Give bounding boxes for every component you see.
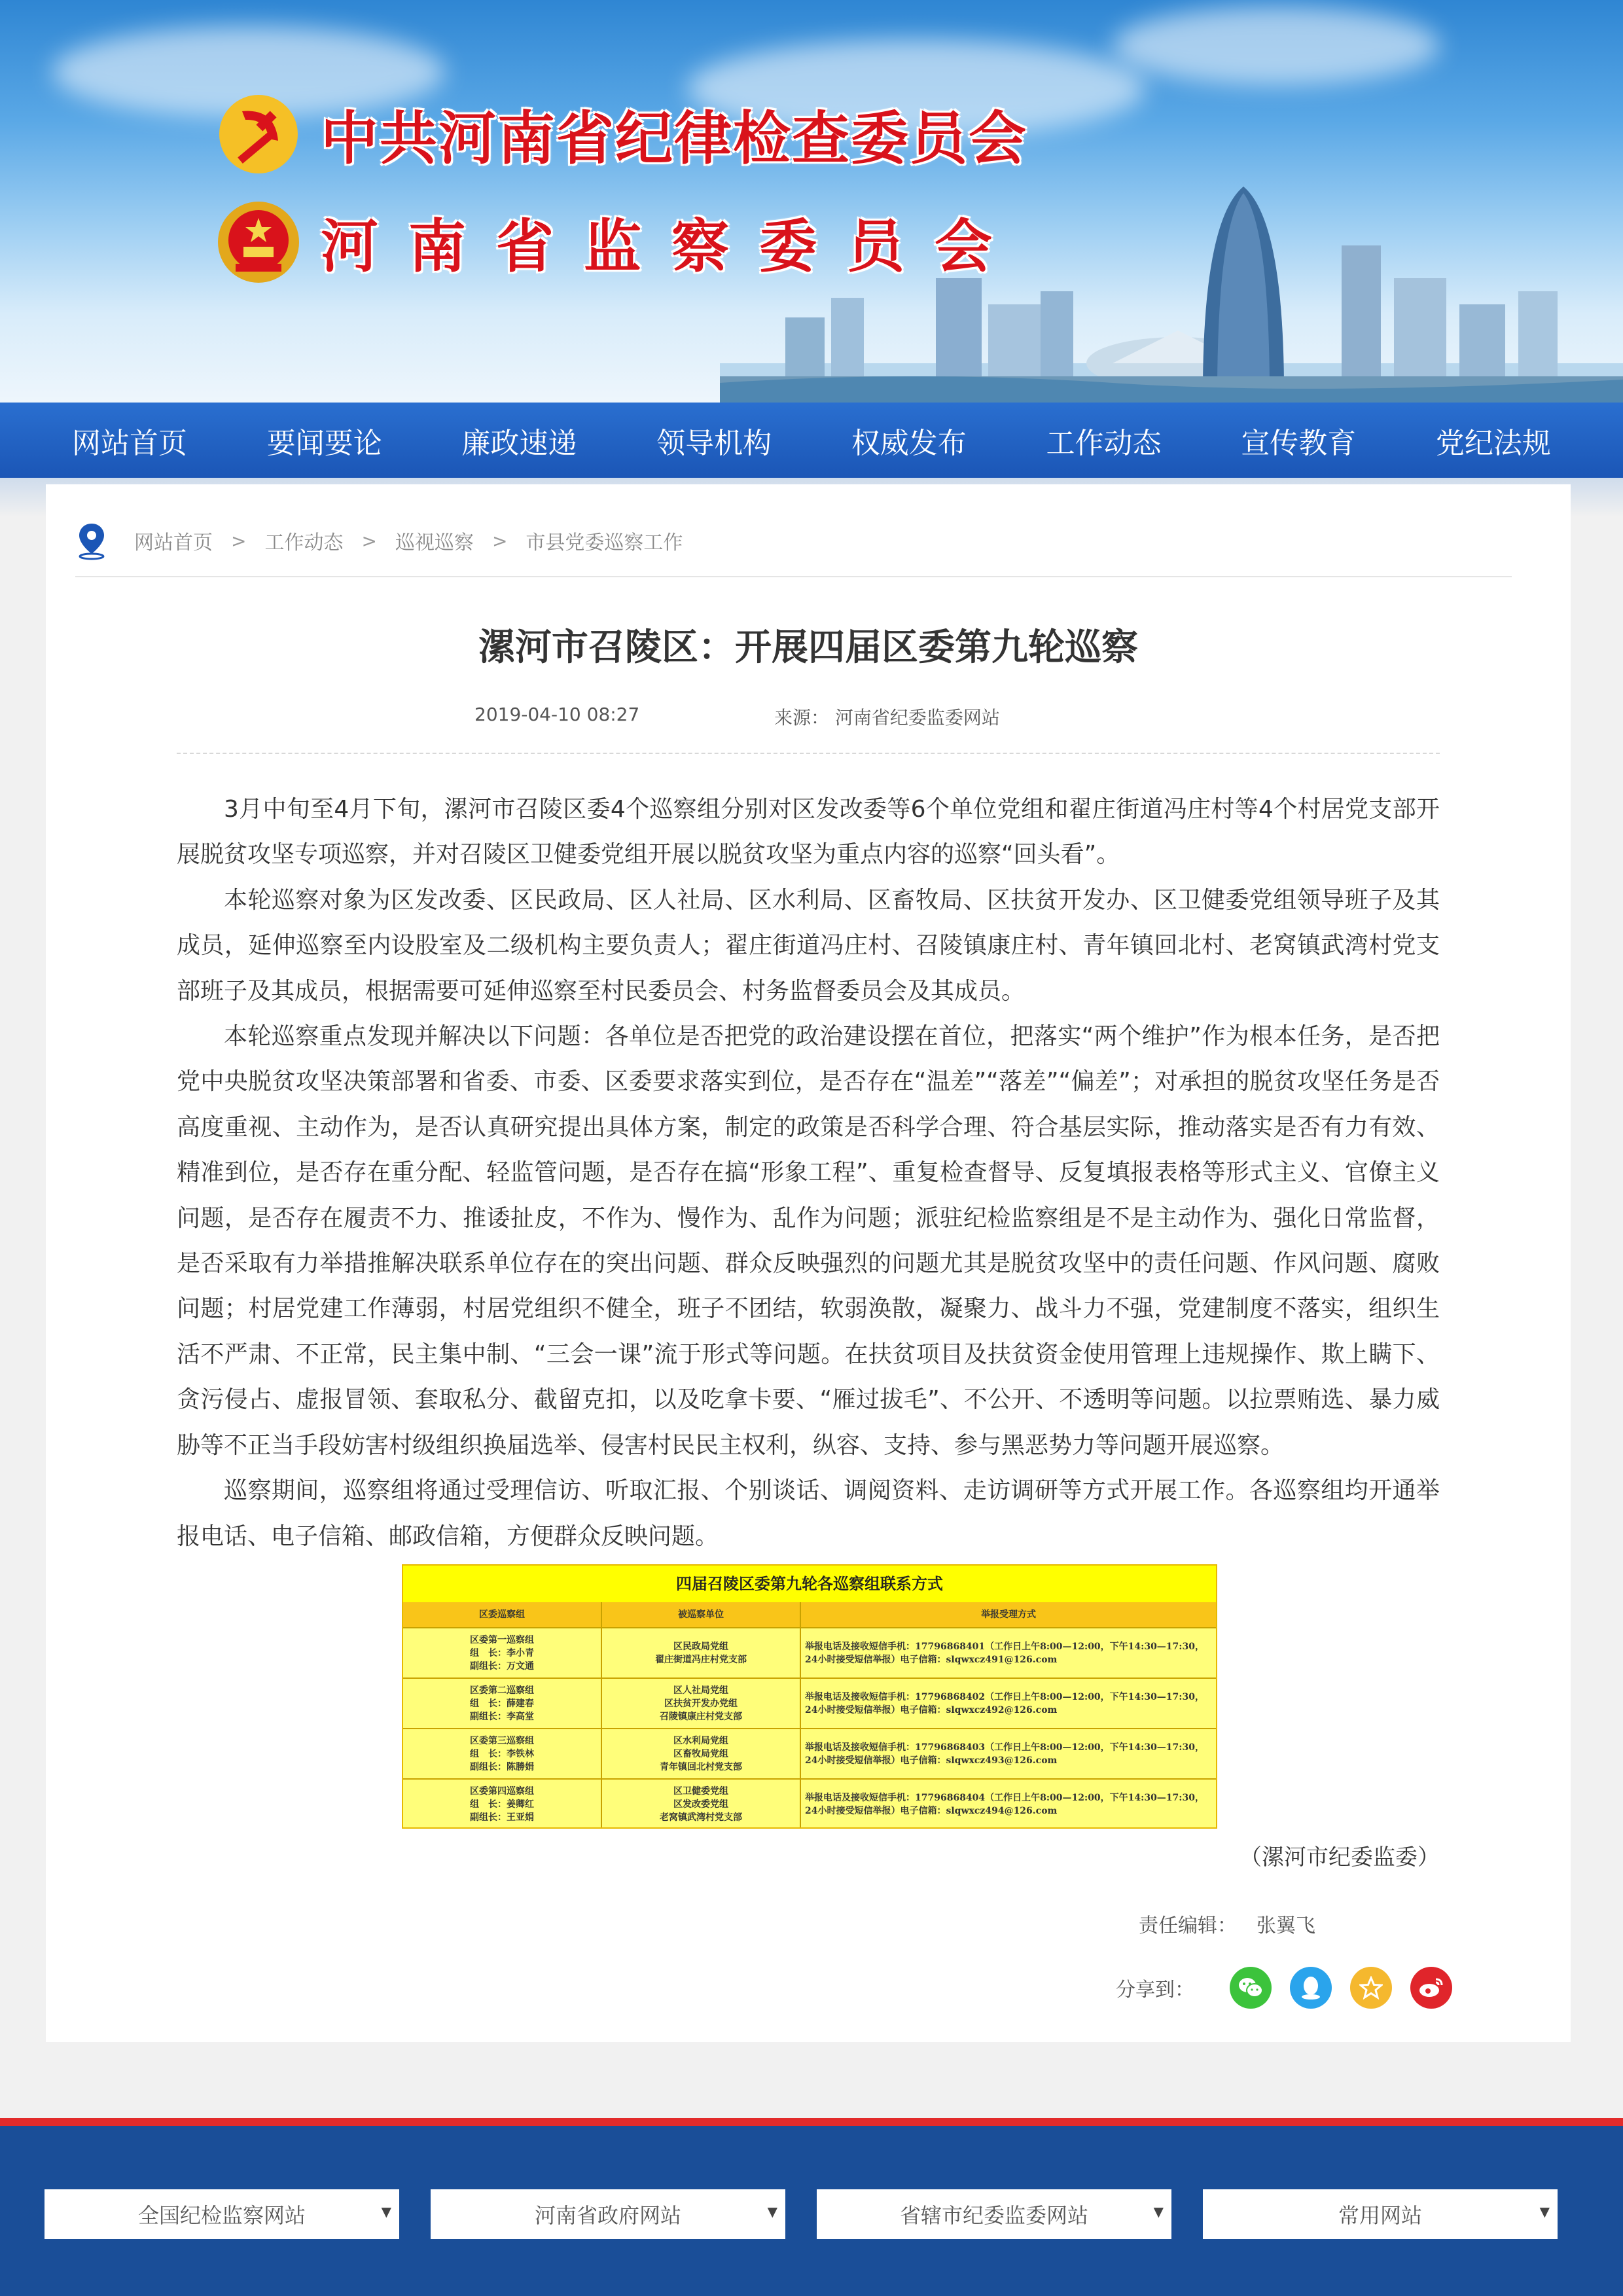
article-card (46, 484, 1571, 2042)
header-banner (0, 0, 1623, 403)
table-row (403, 1677, 1216, 1728)
main-nav (0, 403, 1623, 478)
divider (177, 753, 1440, 754)
contact-table-title: 四届召陵区委第九轮各巡察组联系方式 (403, 1566, 1216, 1602)
article-title: 漯河市召陵区：开展四届区委第九轮巡察 (478, 626, 1138, 669)
select-national-discipline-sites[interactable] (45, 2189, 399, 2239)
breadcrumb-city-county-inspection[interactable]: 市县党委巡察工作 (526, 531, 683, 554)
article-paragraph: 巡察期间，巡察组将通过受理信访、听取汇报、个别谈话、调阅资料、走访调研等方式开展工作。各巡察组均开通举报电话、电子信箱、邮政信箱，方便群众反映问题。 (177, 1477, 1440, 1550)
breadcrumb-separator: > (491, 529, 508, 552)
table-cell-group: 区委第二巡察组 组 长：薛建春 副组长：李高堂 (403, 1679, 602, 1728)
table-row (403, 1627, 1216, 1677)
share-label: 分享到： (1116, 1979, 1194, 2001)
nav-item-news[interactable]: 要闻要论 (266, 426, 382, 460)
dropdown-arrow-icon: ▼ (767, 2204, 777, 2219)
dropdown-arrow-icon: ▼ (381, 2204, 391, 2219)
qzone-share-icon[interactable] (1350, 1967, 1392, 2009)
party-emblem-icon (216, 92, 301, 177)
title-row-supervision (216, 200, 1022, 285)
contact-table-header (403, 1602, 1216, 1627)
article-date: 2019-04-10 08:27 (474, 704, 640, 725)
nav-item-leadership[interactable]: 领导机构 (656, 426, 772, 460)
cloud (1113, 7, 1440, 85)
breadcrumb-separator: > (231, 529, 247, 552)
nav-item-education[interactable]: 宣传教育 (1241, 426, 1357, 460)
table-row (403, 1778, 1216, 1829)
table-cell-group: 区委第四巡察组 组 长：姜卿红 副组长：王亚娟 (403, 1780, 602, 1829)
nav-item-regulations[interactable]: 党纪法规 (1435, 426, 1551, 460)
article-body (177, 787, 1440, 1559)
table-cell-contact: 举报电话及接收短信手机：17796868402（工作日上午8:00—12:00，下午14:30—17:30， 24小时接受短信举报）电子信箱：slqwxcz492@126.com (805, 1691, 1204, 1715)
select-common-sites[interactable] (1203, 2189, 1558, 2239)
dropdown-arrow-icon: ▼ (1539, 2204, 1550, 2219)
select-label: 常用网站 (1338, 2203, 1422, 2228)
table-cell-contact: 举报电话及接收短信手机：17796868403（工作日上午8:00—12:00，下午14:30—17:30， 24小时接受短信举报）电子信箱：slqwxcz493@126.com (805, 1742, 1204, 1766)
table-cell-group: 区委第一巡察组 组 长：李小青 副组长：万文通 (403, 1628, 602, 1677)
article-paragraph: 3月中旬至4月下旬，漯河市召陵区委4个巡察组分别对区发改委等6个单位党组和翟庄街道冯庄村等4个村居党支部开展脱贫攻坚专项巡察，并对召陵区卫健委党组开展以脱贫攻坚为重点内容的巡察“回头看”。 (177, 796, 1440, 869)
wechat-share-icon[interactable] (1230, 1967, 1272, 2009)
article-source: 来源： 河南省纪委监委网站 (774, 707, 1000, 728)
responsible-editor (1139, 1909, 1315, 1938)
nav-item-home[interactable]: 网站首页 (72, 426, 187, 460)
table-cell-units: 区人社局党组 区扶贫开发办党组 召陵镇康庄村党支部 (602, 1679, 801, 1728)
table-header-cell: 举报受理方式 (981, 1609, 1036, 1620)
breadcrumb-inspection[interactable]: 巡视巡察 (395, 531, 474, 554)
article-paragraph: 本轮巡察对象为区发改委、区民政局、区人社局、区水利局、区畜牧局、区扶贫开发办、区卫健委党组领导班子及其成员，延伸巡察至内设股室及二级机构主要负责人；翟庄街道冯庄村、召陵镇康庄村、青年镇回北村、老窝镇武湾村党支部班子及其成员，根据需要可延伸巡察至村民委员会、村务监督委员会及其成员。 (177, 886, 1440, 1005)
table-row (403, 1728, 1216, 1778)
select-city-commission-sites[interactable] (817, 2189, 1171, 2239)
editor-name: 张翼飞 (1257, 1914, 1315, 1937)
site-title-line1: 中共河南省纪律检查委员会 (321, 105, 1028, 172)
table-cell-group: 区委第三巡察组 组 长：李铁林 副组长：陈勝娟 (403, 1729, 602, 1778)
breadcrumb (75, 505, 1512, 577)
article-paragraph: 本轮巡察重点发现并解决以下问题：各单位是否把党的政治建设摆在首位，把落实“两个维护”作为根本任务，是否把党中央脱贫攻坚决策部署和省委、市委、区委要求落实到位，是否存在“温差”“落差”“偏差”；对承担的脱贫攻坚任务是否高度重视、主动作为，是否认真研究提出具体方案，制定的政策是否科学合理、符合基层实际，推动落实是否有力有效、精准到位，是否存在重分配、轻监管问题，是否存在搞“形象工程”、重复检查督导、反复填报表格等形式主义、官僚主义问题，是否存在履责不力、推诿扯皮，不作为、慢作为、乱作为问题；派驻纪检监察组是不是主动作为、强化日常监督，是否采取有力举措推解决联系单位存在的突出问题、群众反映强烈的问题尤其是脱贫攻坚中的责任问题、作风问题、腐败问题；村居党建工作薄弱，村居党组织不健全，班子不团结，软弱涣散，凝聚力、战斗力不强，党建制度不落实，组织生活不严肃、不正常，民主集中制、“三会一课”流于形式等问题。在扶贫项目及扶贫资金使用管理上违规操作、欺上瞒下、贪污侵占、虚报冒领、套取私分、截留克扣，以及吃拿卡要、“雁过拔毛”、不公开、不透明等问题。以拉票贿选、暴力威胁等不正当手段妨害村级组织换届选举、侵害村民民主权利，纵容、支持、参与黑恶势力等问题开展巡察。 (177, 1023, 1440, 1459)
select-label: 省辖市纪委监委网站 (899, 2203, 1088, 2228)
contact-table-image (402, 1564, 1217, 1829)
breadcrumb-separator: > (361, 529, 377, 552)
nav-item-work-updates[interactable]: 工作动态 (1046, 426, 1162, 460)
location-pin-icon (75, 521, 108, 560)
breadcrumb-work-updates[interactable]: 工作动态 (264, 531, 344, 554)
nav-item-integrity[interactable]: 廉政速递 (461, 426, 577, 460)
table-cell-contact: 举报电话及接收短信手机：17796868401（工作日上午8:00—12:00，下午14:30—17:30， 24小时接受短信举报）电子信箱：slqwxcz491@126.com (805, 1641, 1204, 1665)
table-header-cell: 区委巡察组 (403, 1602, 602, 1627)
share-bar (1116, 1967, 1452, 2009)
select-provincial-government-sites[interactable] (431, 2189, 785, 2239)
table-header-cell: 被巡察单位 (602, 1602, 801, 1627)
qq-share-icon[interactable] (1290, 1967, 1332, 2009)
table-cell-units: 区民政局党组 翟庄街道冯庄村党支部 (602, 1628, 801, 1677)
table-cell-units: 区水利局党组 区畜牧局党组 青年镇回北村党支部 (602, 1729, 801, 1778)
site-title-line2: 河南省监察委员会 (321, 213, 1023, 280)
breadcrumb-home[interactable]: 网站首页 (134, 531, 213, 554)
table-cell-units: 区卫健委党组 区发改委党组 老窝镇武湾村党支部 (602, 1780, 801, 1829)
editor-label: 责任编辑： (1139, 1914, 1237, 1937)
title-row-party (216, 92, 1027, 177)
national-emblem-icon (216, 200, 301, 285)
table-cell-contact: 举报电话及接收短信手机：17796868404（工作日上午8:00—12:00，下午14:30—17:30， 24小时接受短信举报）电子信箱：slqwxcz494@126.com (805, 1792, 1204, 1816)
select-label: 全国纪检监察网站 (137, 2203, 306, 2228)
select-label: 河南省政府网站 (534, 2203, 681, 2228)
dropdown-arrow-icon: ▼ (1153, 2204, 1164, 2219)
weibo-share-icon[interactable] (1410, 1967, 1452, 2009)
nav-item-releases[interactable]: 权威发布 (851, 426, 967, 460)
article-signature: （漯河市纪委监委） (1240, 1844, 1440, 1871)
footer-links (45, 2189, 1558, 2239)
